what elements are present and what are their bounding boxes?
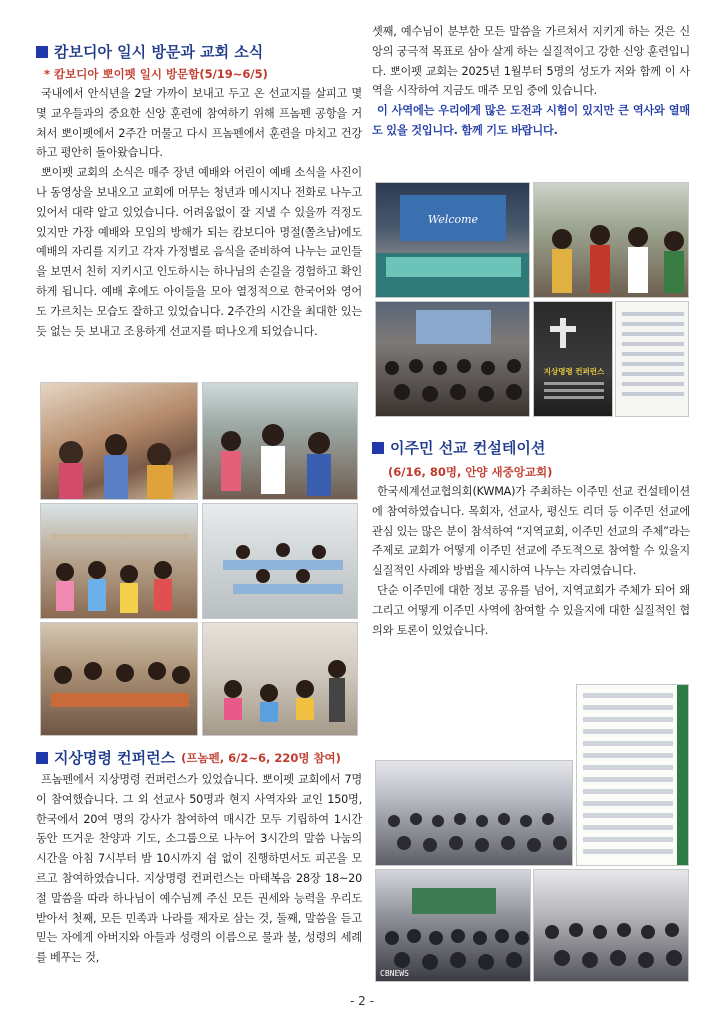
photo-worship-crowd	[533, 182, 689, 298]
photo-conference-hall	[375, 301, 530, 417]
page-number: - 2 -	[350, 994, 374, 1008]
migrant-subtitle: (6/16, 80명, 안양 새중앙교회)	[388, 465, 553, 479]
conference-paragraph-1: 프놈펜에서 지상명령 컨퍼런스가 있었습니다. 뽀이펫 교회에서 7명이 참여했습니다. 그 외 선교사 50명과 현지 사역자와 교인 150명, 한국에서 20여 명의 강사가 참여하여 매시간 모두 기립하여 1시간 동안 뜨거운 찬양과 기도, 소그룹으로 나누어 3시간의 말씀 나눔의 시간을 아침 7시부터 밤 10시까지 쉼 없이 진행하면서도 피곤을 모르고 참여하였습니다. 지상명령 컨퍼런스는 마태복음 28장 18~20절 말씀을 따라 하나님이 예수님께 주신 모든 권세와 능력을 우리도 받아서 첫째, 모든 민족과 나라를 제자로 삼는 것, 둘째, 말씀을 듣고 믿는 자에게 아버지와 아들과 성령의 이름으로 물과 불, 성령의 세례를 베푸는 것,	[36, 773, 362, 965]
program-illustration	[577, 685, 689, 866]
people-illustration	[41, 383, 198, 500]
conference-section-title: 지상명령 컨퍼런스 (프놈펜, 6/2~6, 220명 참여)	[36, 748, 362, 768]
bullet-square-icon	[36, 46, 48, 58]
hall-illustration	[376, 302, 530, 417]
photo-worship-stage	[375, 182, 530, 298]
migrant-section	[372, 438, 690, 640]
photo-children-1	[40, 382, 198, 500]
schedule-illustration	[616, 302, 689, 417]
bullet-square-icon	[36, 752, 48, 764]
conference-section	[36, 748, 362, 968]
photo-classroom	[202, 503, 358, 619]
bullet-square-icon	[372, 442, 384, 454]
stage-illustration	[376, 183, 530, 298]
poster-illustration	[534, 302, 613, 417]
conference-paragraph-2: 셋째, 예수님이 분부한 모든 말씀을 가르쳐서 지키게 하는 것은 신앙의 궁극적 목표로 삼아 살게 하는 실질적이고 강한 신앙 훈련입니다. 뽀이펫 교회는 2025년 1월부터 5명의 성도가 저와 함께 이 사역을 시작하여 지금도 매주 모임 중에 있습니다.	[372, 25, 690, 98]
audience-illustration	[534, 870, 689, 982]
conference-subtitle: (프놈펜, 6/2~6, 220명 참여)	[181, 751, 341, 765]
hall-illustration	[376, 761, 573, 866]
people-illustration	[534, 183, 689, 298]
migrant-section-title: 이주민 선교 컨설테이션	[372, 438, 690, 458]
cambodia-section-title: 캄보디아 일시 방문과 교회 소식	[36, 42, 362, 62]
photo-floor-children	[202, 622, 358, 736]
photo-children-2	[202, 382, 358, 500]
photo-conference-poster	[533, 301, 613, 417]
photo-watermark: CBNEWS	[380, 969, 409, 978]
classroom-illustration	[203, 504, 358, 619]
photo-migrant-audience	[533, 869, 689, 982]
people-illustration	[41, 504, 198, 619]
photo-schedule-sheet	[615, 301, 689, 417]
welcome-screen-text: Welcome	[427, 213, 479, 226]
people-illustration	[203, 383, 358, 500]
photo-children-3	[40, 503, 198, 619]
people-illustration	[203, 623, 358, 736]
photo-meal	[40, 622, 198, 736]
cambodia-subtitle: * 캄보디아 뽀이펫 일시 방문함(5/19~6/5)	[44, 67, 268, 81]
photo-migrant-hall	[375, 760, 573, 866]
left-column	[36, 22, 362, 341]
migrant-paragraph-2: 단순 이주민에 대한 정보 공유를 넘어, 지역교회가 주체가 되어 왜 그리고 어떻게 이주민 사역에 참여할 수 있을지에 대한 실질적인 협의와 토론이 있었습니다.	[372, 583, 690, 637]
group-illustration	[376, 870, 531, 982]
conference-prayer-note: 이 사역에는 우리에게 많은 도전과 시험이 있지만 큰 역사와 열매도 있을 것입니다. 함께 기도 바랍니다.	[372, 104, 690, 137]
people-illustration	[41, 623, 198, 736]
photo-program-sheet	[576, 684, 689, 866]
right-column	[372, 22, 690, 141]
migrant-paragraph-1: 한국세계선교협의회(KWMA)가 주최하는 이주민 선교 컨설테이션에 참여하였습니다. 목회자, 선교사, 평신도 리더 등 이주민 선교에 관심 있는 많은 분이 참석하여 “지역교회, 이주민 선교의 주체”라는 주제로 교회가 어떻게 이주민 선교에 주도적으로 참여할 수 있을지 실질적인 사례와 방법을 제시하여 나누는 자리였습니다.	[372, 485, 690, 578]
photo-migrant-group	[375, 869, 531, 982]
cambodia-paragraph-1: 국내에서 안식년을 2달 가까이 보내고 두고 온 선교지를 살피고 몇몇 교우들과의 중요한 신앙 훈련에 참여하기 위해 프놈펜 공항을 거쳐서 뽀이펫에서 2주간 머물고 다시 프놈펜에서 훈련을 마치고 건강하고 평안히 돌아왔습니다.	[36, 87, 362, 160]
poster-title-text: 지상명령 컨퍼런스	[543, 367, 605, 376]
cambodia-paragraph-2: 뽀이펫 교회의 소식은 매주 장년 예배와 어린이 예배 소식을 사진이나 동영상을 보내오고 교회에 머무는 청년과 메시지나 전화로 나누고 있어서 대략 알고 있었습니다. 어려움없이 잘 지낼 수 있을까 걱정도 있지만 가장 예배와 모임의 방해가 되는 캄보디아 명절(쫄츠남)에도 예배의 자리를 지키고 각자 가정별로 음식을 준비하여 나누는 교인들을 보면서 친히 지키시고 인도하시는 하나님의 손길을 경험하고 확인하게 됩니다. 예배 후에도 아이들을 모아 열정적으로 한국어와 영어도 가르치는 모습도 잘하고 있었습니다. 2주간의 시간을 최대한 있는 듯 없는 듯 보내고 조용하게 선교지를 떠나오게 되었습니다.	[36, 166, 362, 338]
